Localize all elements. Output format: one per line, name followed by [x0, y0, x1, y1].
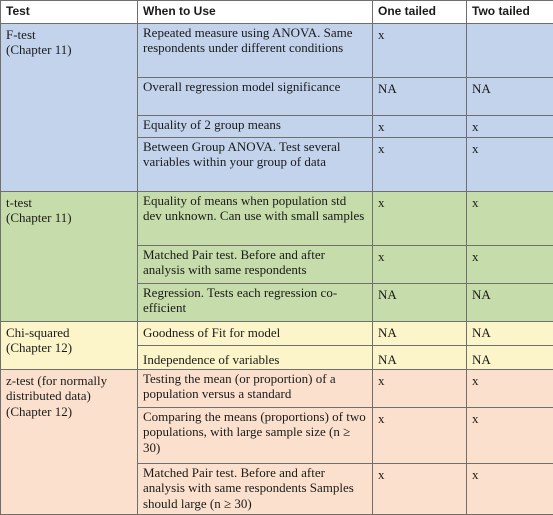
when-to-use-cell: Independence of variables [138, 345, 373, 369]
one-tailed-cell: x [373, 191, 467, 245]
two-tailed-cell: x [467, 137, 553, 191]
two-tailed-cell: NA [467, 77, 553, 115]
one-tailed-cell: x [373, 115, 467, 137]
header-when-to-use: When to Use [138, 1, 373, 24]
one-tailed-cell: x [373, 23, 467, 77]
one-tailed-cell: NA [373, 321, 467, 345]
two-tailed-cell: x [467, 115, 553, 137]
two-tailed-cell: NA [467, 321, 553, 345]
when-to-use-cell: Equality of means when population std dev unknown. Can use with small samples [138, 191, 373, 245]
when-to-use-cell: Overall regression model significance [138, 77, 373, 115]
one-tailed-cell: x [373, 463, 467, 514]
two-tailed-cell: NA [467, 283, 553, 321]
test-label-chi-squared: Chi-squared (Chapter 12) [1, 321, 138, 369]
two-tailed-cell: x [467, 407, 553, 463]
one-tailed-cell: NA [373, 345, 467, 369]
two-tailed-cell: x [467, 191, 553, 245]
header-test: Test [1, 1, 138, 24]
when-to-use-cell: Matched Pair test. Before and after analysis with same respondents Samples should large (n ≥ 30) [138, 463, 373, 514]
two-tailed-cell: x [467, 245, 553, 283]
test-label-t-test: t-test (Chapter 11) [1, 191, 138, 321]
table-row [1, 191, 553, 245]
one-tailed-cell: x [373, 407, 467, 463]
when-to-use-cell: Between Group ANOVA. Test several variables within your group of data [138, 137, 373, 191]
test-label-z-test: z-test (for normally distributed data) (Chapter 12) [1, 369, 138, 514]
two-tailed-cell: x [467, 463, 553, 514]
header-two-tailed: Two tailed [467, 1, 553, 24]
two-tailed-cell [467, 23, 553, 77]
header-row [1, 1, 553, 24]
when-to-use-cell: Goodness of Fit for model [138, 321, 373, 345]
table-row [1, 23, 553, 77]
when-to-use-cell: Repeated measure using ANOVA. Same respondents under different conditions [138, 23, 373, 77]
table-row [1, 369, 553, 407]
one-tailed-cell: x [373, 245, 467, 283]
one-tailed-cell: NA [373, 77, 467, 115]
when-to-use-cell: Testing the mean (or proportion) of a population versus a standard [138, 369, 373, 407]
when-to-use-cell: Equality of 2 group means [138, 115, 373, 137]
one-tailed-cell: x [373, 137, 467, 191]
when-to-use-cell: Comparing the means (proportions) of two populations, with large sample size (n ≥ 30) [138, 407, 373, 463]
table-row [1, 321, 553, 345]
test-label-f-test: F-test (Chapter 11) [1, 23, 138, 191]
when-to-use-cell: Matched Pair test. Before and after analysis with same respondents [138, 245, 373, 283]
one-tailed-cell: NA [373, 283, 467, 321]
when-to-use-cell: Regression. Tests each regression co-efficient [138, 283, 373, 321]
one-tailed-cell: x [373, 369, 467, 407]
two-tailed-cell: NA [467, 345, 553, 369]
header-one-tailed: One tailed [373, 1, 467, 24]
two-tailed-cell: x [467, 369, 553, 407]
